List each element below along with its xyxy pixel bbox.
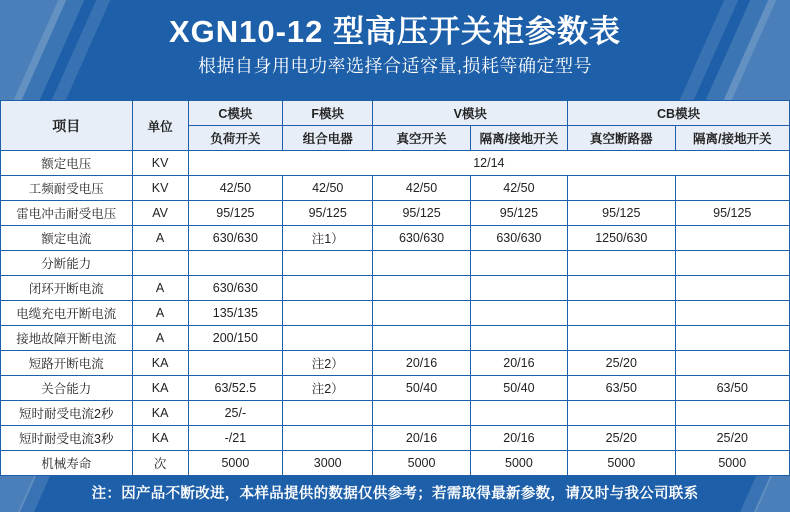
row-value xyxy=(188,251,282,276)
row-value: 注1） xyxy=(283,226,373,251)
row-value: 5000 xyxy=(568,451,675,476)
row-label: 电缆充电开断电流 xyxy=(1,301,133,326)
row-unit: A xyxy=(132,276,188,301)
row-unit: 次 xyxy=(132,451,188,476)
row-value xyxy=(283,401,373,426)
row-value: 95/125 xyxy=(188,201,282,226)
column-header-unit: 单位 xyxy=(132,101,188,151)
row-value: 95/125 xyxy=(675,201,790,226)
row-value: -/21 xyxy=(188,426,282,451)
row-value: 5000 xyxy=(188,451,282,476)
row-value: 5000 xyxy=(470,451,567,476)
row-value xyxy=(568,276,675,301)
row-value xyxy=(675,176,790,201)
row-label: 机械寿命 xyxy=(1,451,133,476)
row-value xyxy=(283,326,373,351)
table-row xyxy=(1,326,790,351)
row-value: 25/20 xyxy=(675,426,790,451)
row-value xyxy=(675,326,790,351)
row-value: 63/50 xyxy=(568,376,675,401)
row-label: 短路开断电流 xyxy=(1,351,133,376)
row-value xyxy=(373,251,470,276)
row-value: 20/16 xyxy=(373,426,470,451)
column-header-c-module: C模块 xyxy=(188,101,282,126)
row-value: 25/- xyxy=(188,401,282,426)
row-value: 20/16 xyxy=(470,351,567,376)
row-value xyxy=(470,401,567,426)
page-header xyxy=(0,0,790,100)
table-row xyxy=(1,401,790,426)
row-unit: A xyxy=(132,326,188,351)
column-subheader-vacuum-switch: 真空开关 xyxy=(373,126,470,151)
column-header-v-module: V模块 xyxy=(373,101,568,126)
row-label: 关合能力 xyxy=(1,376,133,401)
row-unit: KA xyxy=(132,401,188,426)
row-value xyxy=(283,276,373,301)
row-unit: A xyxy=(132,301,188,326)
row-value xyxy=(675,276,790,301)
row-unit: KA xyxy=(132,426,188,451)
row-value xyxy=(373,301,470,326)
row-label: 雷电冲击耐受电压 xyxy=(1,201,133,226)
row-value xyxy=(470,326,567,351)
header-titles xyxy=(0,0,790,81)
page-subtitle: 根据自身用电功率选择合适容量,损耗等确定型号 xyxy=(198,56,592,76)
row-value: 63/50 xyxy=(675,376,790,401)
row-value xyxy=(568,301,675,326)
row-value: 1250/630 xyxy=(568,226,675,251)
row-value xyxy=(675,401,790,426)
table-row xyxy=(1,301,790,326)
row-value xyxy=(470,301,567,326)
row-unit: KA xyxy=(132,351,188,376)
row-value xyxy=(188,351,282,376)
row-unit xyxy=(132,251,188,276)
row-value xyxy=(373,401,470,426)
row-value: 注2） xyxy=(283,376,373,401)
row-value xyxy=(470,251,567,276)
row-unit: KV xyxy=(132,151,188,176)
row-value xyxy=(568,326,675,351)
column-header-f-module: F模块 xyxy=(283,101,373,126)
row-label: 闭环开断电流 xyxy=(1,276,133,301)
row-label: 额定电流 xyxy=(1,226,133,251)
row-value xyxy=(283,301,373,326)
row-value xyxy=(675,301,790,326)
row-unit: A xyxy=(132,226,188,251)
table-row xyxy=(1,276,790,301)
table-row xyxy=(1,426,790,451)
row-value: 630/630 xyxy=(373,226,470,251)
header-row-1 xyxy=(1,101,790,126)
parameters-table xyxy=(0,100,790,476)
table-row xyxy=(1,226,790,251)
row-unit: KV xyxy=(132,176,188,201)
footer-note: 注：因产品不断改进，本样品提供的数据仅供参考；若需取得最新参数，请及时与我公司联系 xyxy=(91,486,699,502)
row-value xyxy=(373,326,470,351)
row-value: 135/135 xyxy=(188,301,282,326)
table-body xyxy=(1,151,790,476)
row-value-merged: 12/14 xyxy=(188,151,789,176)
row-value xyxy=(675,251,790,276)
row-value: 630/630 xyxy=(188,276,282,301)
row-value: 20/16 xyxy=(470,426,567,451)
column-subheader-combined-device: 组合电器 xyxy=(283,126,373,151)
row-value: 5000 xyxy=(373,451,470,476)
row-value: 5000 xyxy=(675,451,790,476)
row-label: 短时耐受电流3秒 xyxy=(1,426,133,451)
column-subheader-isolation-earthing-switch-cb: 隔离/接地开关 xyxy=(675,126,790,151)
row-label: 分断能力 xyxy=(1,251,133,276)
row-value: 63/52.5 xyxy=(188,376,282,401)
column-header-item: 项目 xyxy=(1,101,133,151)
row-value: 95/125 xyxy=(283,201,373,226)
row-value: 50/40 xyxy=(470,376,567,401)
table-head xyxy=(1,101,790,151)
row-value: 42/50 xyxy=(188,176,282,201)
column-subheader-isolation-earthing-switch: 隔离/接地开关 xyxy=(470,126,567,151)
row-label: 接地故障开断电流 xyxy=(1,326,133,351)
row-value xyxy=(283,426,373,451)
row-value xyxy=(470,276,567,301)
row-value: 95/125 xyxy=(470,201,567,226)
row-value: 200/150 xyxy=(188,326,282,351)
row-value: 42/50 xyxy=(470,176,567,201)
row-value: 95/125 xyxy=(373,201,470,226)
row-value: 42/50 xyxy=(283,176,373,201)
row-value: 630/630 xyxy=(188,226,282,251)
row-value xyxy=(568,251,675,276)
row-value: 25/20 xyxy=(568,426,675,451)
row-label: 额定电压 xyxy=(1,151,133,176)
row-value: 25/20 xyxy=(568,351,675,376)
row-value xyxy=(675,351,790,376)
row-value: 630/630 xyxy=(470,226,567,251)
column-subheader-load-switch: 负荷开关 xyxy=(188,126,282,151)
row-value: 3000 xyxy=(283,451,373,476)
column-header-cb-module: CB模块 xyxy=(568,101,790,126)
page-footer xyxy=(0,476,790,512)
row-value: 50/40 xyxy=(373,376,470,401)
table-row xyxy=(1,351,790,376)
table-row xyxy=(1,151,790,176)
row-value xyxy=(283,251,373,276)
row-value xyxy=(568,401,675,426)
row-value: 20/16 xyxy=(373,351,470,376)
row-label: 工频耐受电压 xyxy=(1,176,133,201)
table-row xyxy=(1,451,790,476)
row-value: 注2） xyxy=(283,351,373,376)
row-unit: KA xyxy=(132,376,188,401)
row-value xyxy=(568,176,675,201)
row-unit: AV xyxy=(132,201,188,226)
row-value: 95/125 xyxy=(568,201,675,226)
row-value xyxy=(675,226,790,251)
row-value xyxy=(373,276,470,301)
table-row xyxy=(1,176,790,201)
table-row xyxy=(1,251,790,276)
table-row xyxy=(1,201,790,226)
page-title: XGN10-12 型高压开关柜参数表 xyxy=(168,14,622,49)
row-value: 42/50 xyxy=(373,176,470,201)
row-label: 短时耐受电流2秒 xyxy=(1,401,133,426)
column-subheader-vacuum-breaker: 真空断路器 xyxy=(568,126,675,151)
table-row xyxy=(1,376,790,401)
